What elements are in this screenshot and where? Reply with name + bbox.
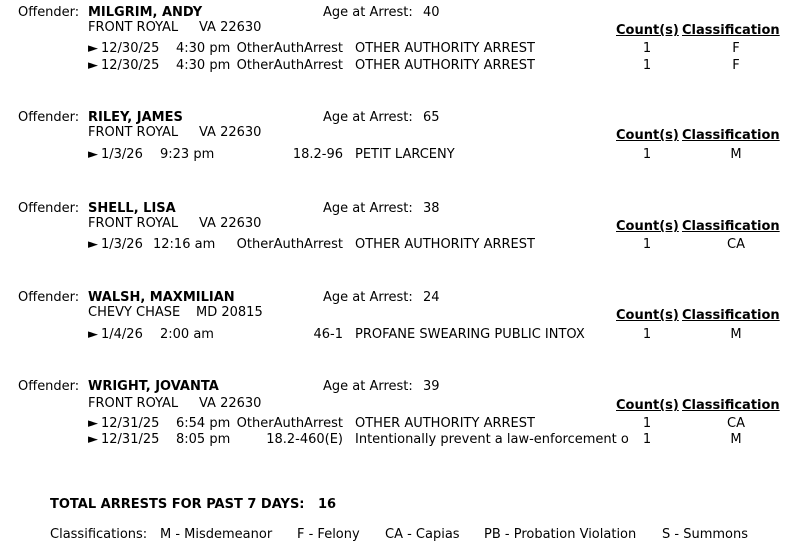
- legend-item: M - Misdemeanor: [160, 527, 273, 542]
- charge-code: OtherAuthArrest: [236, 237, 343, 252]
- age-value: 38: [423, 201, 440, 216]
- charge-time: 9:23 pm: [160, 147, 215, 162]
- charge-description: OTHER AUTHORITY ARREST: [355, 416, 535, 431]
- legend-item: CA - Capias: [385, 527, 460, 542]
- counts-header: Count(s): [616, 23, 679, 38]
- charge-code: 18.2-96: [292, 147, 343, 162]
- charge-date: 12/30/25: [101, 58, 160, 73]
- charge-time: 4:30 pm: [176, 58, 231, 73]
- offender-name: RILEY, JAMES: [88, 110, 183, 125]
- charge-count: 1: [642, 58, 652, 73]
- offender-name: WRIGHT, JOVANTA: [88, 379, 219, 394]
- offender-label: Offender:: [18, 5, 80, 20]
- total-value: 16: [318, 497, 337, 512]
- legend-item: F - Felony: [297, 527, 360, 542]
- charge-marker: ►: [88, 237, 98, 252]
- charge-classification: M: [730, 147, 742, 162]
- age-label: Age at Arrest:: [323, 290, 413, 305]
- legend-item: S - Summons: [662, 527, 748, 542]
- offender-label: Offender:: [18, 290, 80, 305]
- charge-code: 18.2-460(E): [266, 432, 343, 447]
- charge-code: OtherAuthArrest: [236, 58, 343, 73]
- offender-city: FRONT ROYAL: [88, 125, 179, 140]
- offender-name: SHELL, LISA: [88, 201, 176, 216]
- offender-state-zip: VA 22630: [199, 125, 262, 140]
- charge-time: 2:00 am: [160, 327, 214, 342]
- offender-name: WALSH, MAXMILIAN: [88, 290, 235, 305]
- classification-header: Classification: [682, 398, 780, 413]
- offender-city: FRONT ROYAL: [88, 216, 179, 231]
- offender-city: FRONT ROYAL: [88, 20, 179, 35]
- charge-marker: ►: [88, 327, 98, 342]
- charge-time: 6:54 pm: [176, 416, 231, 431]
- charge-classification: CA: [727, 416, 745, 431]
- charge-date: 1/3/26: [101, 237, 143, 252]
- charge-marker: ►: [88, 416, 98, 431]
- charge-marker: ►: [88, 58, 98, 73]
- offender-city: FRONT ROYAL: [88, 396, 179, 411]
- charge-code: OtherAuthArrest: [236, 416, 343, 431]
- age-value: 24: [423, 290, 440, 305]
- counts-header: Count(s): [616, 128, 679, 143]
- charge-marker: ►: [88, 41, 98, 56]
- counts-header: Count(s): [616, 398, 679, 413]
- classification-header: Classification: [682, 23, 780, 38]
- charge-date: 1/3/26: [101, 147, 143, 162]
- charge-classification: CA: [727, 237, 745, 252]
- charge-classification: M: [730, 327, 742, 342]
- charge-date: 12/30/25: [101, 41, 160, 56]
- age-label: Age at Arrest:: [323, 201, 413, 216]
- charge-classification: F: [732, 58, 740, 73]
- charge-description: PETIT LARCENY: [355, 147, 455, 162]
- charge-time: 4:30 pm: [176, 41, 231, 56]
- classification-header: Classification: [682, 308, 780, 323]
- offender-label: Offender:: [18, 201, 80, 216]
- charge-description: OTHER AUTHORITY ARREST: [355, 237, 535, 252]
- age-label: Age at Arrest:: [323, 5, 413, 20]
- charge-time: 12:16 am: [153, 237, 216, 252]
- charge-classification: M: [730, 432, 742, 447]
- offender-city: CHEVY CHASE: [88, 305, 181, 320]
- charge-count: 1: [642, 41, 652, 56]
- legend-item: PB - Probation Violation: [484, 527, 637, 542]
- offender-state-zip: MD 20815: [196, 305, 263, 320]
- charge-count: 1: [642, 237, 652, 252]
- charge-description: Intentionally prevent a law-enforcement o: [355, 432, 629, 447]
- age-value: 65: [423, 110, 440, 125]
- charge-marker: ►: [88, 432, 98, 447]
- offender-state-zip: VA 22630: [199, 216, 262, 231]
- charge-count: 1: [642, 147, 652, 162]
- offender-state-zip: VA 22630: [199, 396, 262, 411]
- charge-description: PROFANE SWEARING PUBLIC INTOX: [355, 327, 585, 342]
- total-label: TOTAL ARRESTS FOR PAST 7 DAYS:: [50, 497, 305, 512]
- offender-state-zip: VA 22630: [199, 20, 262, 35]
- charge-description: OTHER AUTHORITY ARREST: [355, 58, 535, 73]
- classification-header: Classification: [682, 219, 780, 234]
- charge-time: 8:05 pm: [176, 432, 231, 447]
- charge-count: 1: [642, 327, 652, 342]
- age-label: Age at Arrest:: [323, 110, 413, 125]
- classification-header: Classification: [682, 128, 780, 143]
- charge-date: 12/31/25: [101, 432, 160, 447]
- offender-name: MILGRIM, ANDY: [88, 5, 203, 20]
- legend-label: Classifications:: [50, 527, 148, 542]
- charge-date: 12/31/25: [101, 416, 160, 431]
- charge-description: OTHER AUTHORITY ARREST: [355, 41, 535, 56]
- counts-header: Count(s): [616, 308, 679, 323]
- charge-date: 1/4/26: [101, 327, 143, 342]
- offender-label: Offender:: [18, 110, 80, 125]
- age-label: Age at Arrest:: [323, 379, 413, 394]
- counts-header: Count(s): [616, 219, 679, 234]
- charge-code: OtherAuthArrest: [236, 41, 343, 56]
- charge-classification: F: [732, 41, 740, 56]
- charge-code: 46-1: [313, 327, 343, 342]
- charge-count: 1: [642, 416, 652, 431]
- charge-marker: ►: [88, 147, 98, 162]
- offender-label: Offender:: [18, 379, 80, 394]
- age-value: 40: [423, 5, 440, 20]
- age-value: 39: [423, 379, 440, 394]
- charge-count: 1: [642, 432, 652, 447]
